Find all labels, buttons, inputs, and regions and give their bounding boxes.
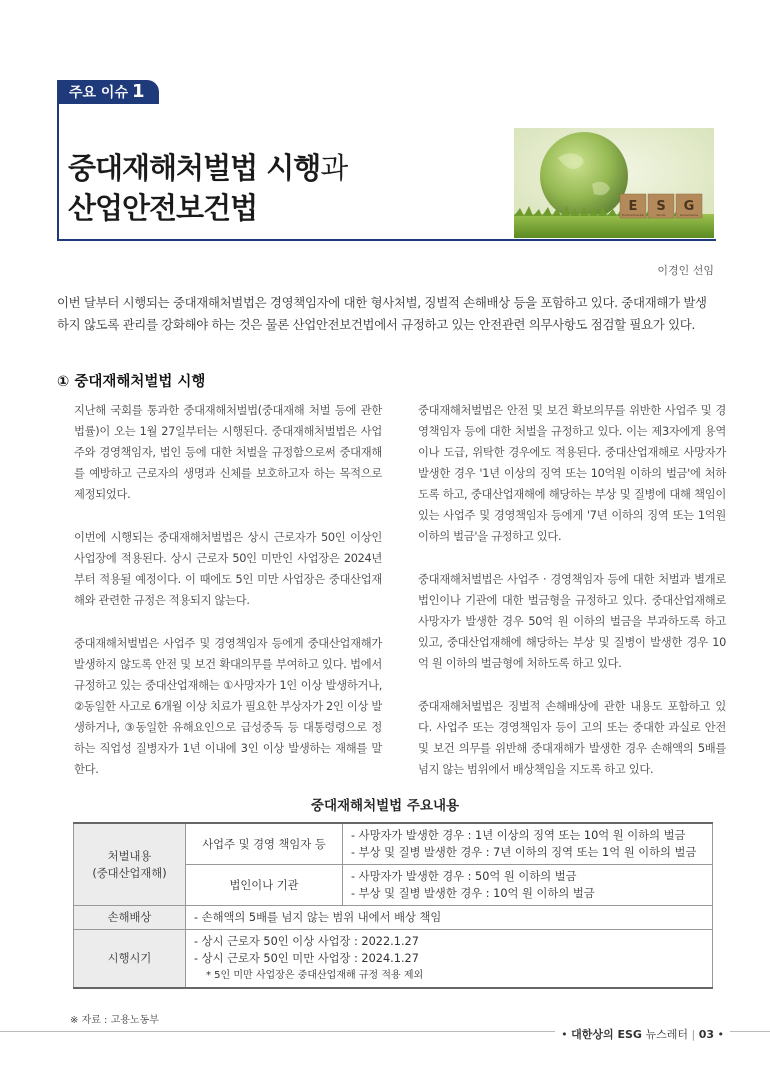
punish-label [74,823,186,906]
corporation-penalty-2: - 부상 및 질병 발생한 경우 : 10억 원 이하의 벌금 [351,887,595,900]
page-number: 03 [698,1028,714,1041]
timing-content [186,930,713,989]
page-title [68,148,347,228]
esg-letter-e: E [628,199,638,214]
summary-table [73,822,713,989]
sub-label-corporation: 법인이나 기관 [186,865,343,906]
bullet-icon: • [717,1028,724,1041]
table-row [74,906,713,930]
right-paragraph-2: 중대재해처벌법은 사업주 · 경영책임자 등에 대한 처벌과 별개로 법인이나 기관에 대한 벌금형을 규정하고 있다. 중대산업재해로 사망자가 발생한 경우 50억 원 이하의 벌금을 부과하도록 하고 있고, 중대산업재해에 해당하는 부상 및 질병이 발생한 경우 10억 원 이하의 벌금형에 처하도록 하고 있다. [418,573,726,670]
right-paragraph-3: 중대재해처벌법은 징벌적 손해배상에 관한 내용도 포함하고 있다. 사업주 또는 경영책임자 등이 고의 또는 중대한 과실로 안전 및 보건 의무를 위반해 중대재해가 발생한 경우 손해액의 5배를 넘지 않는 범위에서 배상책임을 지도록 하고 있다. [418,700,726,776]
footer-separator: | [691,1028,696,1041]
esg-letter-g: G [683,199,695,214]
esg-sublabel-g: Governance [679,213,699,217]
punish-label-2: (중대산업재해) [92,866,167,880]
timing-note: * 5인 미만 사업장은 중대산업재해 규정 적용 제외 [206,970,424,981]
issue-tag-label: 주요 이슈 [69,85,128,101]
issue-tag-number: 1 [131,81,145,102]
table-row [74,930,713,989]
author: 이경인 선임 [657,264,714,277]
issue-tag [57,80,159,104]
right-column [418,400,726,802]
punish-label-1: 처벌내용 [107,849,152,863]
title-line2: 산업안전보건법 [68,191,258,225]
left-paragraph-3: 중대재해처벌법은 사업주 및 경영책임자 등에게 중대산업재해가 발생하지 않도록 안전 및 보건 확대의무를 부여하고 있다. 법에서 규정하고 있는 중대산업재해는 ①사망자가 1인 이상 발생하거나, ②동일한 사고로 6개월 이상 치료가 필요한 부상자가 2인 이상 발생하거나, ③동일한 유해요인으로 급성중독 등 대통령령으로 정하는 직업성 질병자가 1년 이내에 3인 이상 발생하는 재해를 말한다. [74,637,382,776]
table-row [74,823,713,865]
title-line1-bold: 중대재해처벌법 시행 [68,151,321,185]
table-title: 중대재해처벌법 주요내용 [310,798,460,814]
esg-sublabel-s: Social [656,213,666,217]
footer-label: 뉴스레터 [645,1028,688,1041]
section-heading: ① 중대재해처벌법 시행 [57,374,206,390]
right-paragraph-1: 중대재해처벌법은 안전 및 보건 확보의무를 위반한 사업주 및 경영책임자 등에 대한 처벌을 규정하고 있다. 이는 제3자에게 용역이나 도급, 위탁한 경우에도 적용된다. 중대산업재해로 사망자가 발생한 경우 '1년 이상의 징역 또는 10억원 이하의 벌금'에 처하도록 하고, 중대산업재해에 해당하는 부상 및 질병에 대해 책임이 있는 사업주 및 경영책임자 등에게 '7년 이하의 징역 또는 1억원 이하의 벌금'을 규정하고 있다. [418,404,726,543]
esg-hero-image [514,128,714,238]
bullet-icon: • [561,1028,568,1041]
timing-line-2: - 상시 근로자 50인 미만 사업장 : 2024.1.27 [194,952,419,965]
lead-paragraph: 이번 달부터 시행되는 중대재해처벌법은 경영책임자에 대한 형사처벌, 징벌적 손해배상 등을 포함하고 있다. 중대재해가 발생하지 않도록 관리를 강화해야 하는 것은 물론 산업안전보건법에서 규정하고 있는 안전관련 의무사항도 점검할 필요가 있다. [57,295,707,332]
footer-brand: 대한상의 ESG [571,1028,642,1041]
title-line1-light: 과 [320,151,348,185]
timing-line-1: - 상시 근로자 50인 이상 사업장 : 2022.1.27 [194,935,419,948]
corporation-penalties [343,865,713,906]
left-paragraph-1: 지난해 국회를 통과한 중대재해처벌법(중대재해 처벌 등에 관한 법률)이 오는 1월 27일부터는 시행된다. 중대재해처벌법은 사업주와 경영책임자, 법인 등에 대한 처벌을 규정함으로써 중대재해를 예방하고 근로자의 생명과 신체를 보호하고자 하는 목적으로 제정되었다. [74,404,382,501]
left-column [74,400,382,802]
source-note: ※ 자료 : 고용노동부 [70,1015,159,1026]
damages-text: - 손해액의 5배를 넘지 않는 범위 내에서 배상 책임 [186,906,713,930]
esg-letter-s: S [656,199,666,214]
corporation-penalty-1: - 사망자가 발생한 경우 : 50억 원 이하의 벌금 [351,870,577,883]
damages-label: 손해배상 [74,906,186,930]
footer [555,1026,730,1042]
timing-label: 시행시기 [74,930,186,989]
employer-penalty-1: - 사망자가 발생한 경우 : 1년 이상의 징역 또는 10억 원 이하의 벌금 [351,829,686,842]
employer-penalties [343,823,713,865]
sub-label-employer: 사업주 및 경영 책임자 등 [186,823,343,865]
esg-sublabel-e: Environmental [622,213,644,217]
employer-penalty-2: - 부상 및 질병 발생한 경우 : 7년 이하의 징역 또는 1억 원 이하의 벌금 [351,846,697,859]
left-paragraph-2: 이번에 시행되는 중대재해처벌법은 상시 근로자가 50인 이상인 사업장에 적용된다. 상시 근로자 50인 미만인 사업장은 2024년부터 적용될 예정이다. 이 때에도 5인 미만 사업장은 중대산업재해와 관련한 규정은 적용되지 않는다. [74,531,382,607]
